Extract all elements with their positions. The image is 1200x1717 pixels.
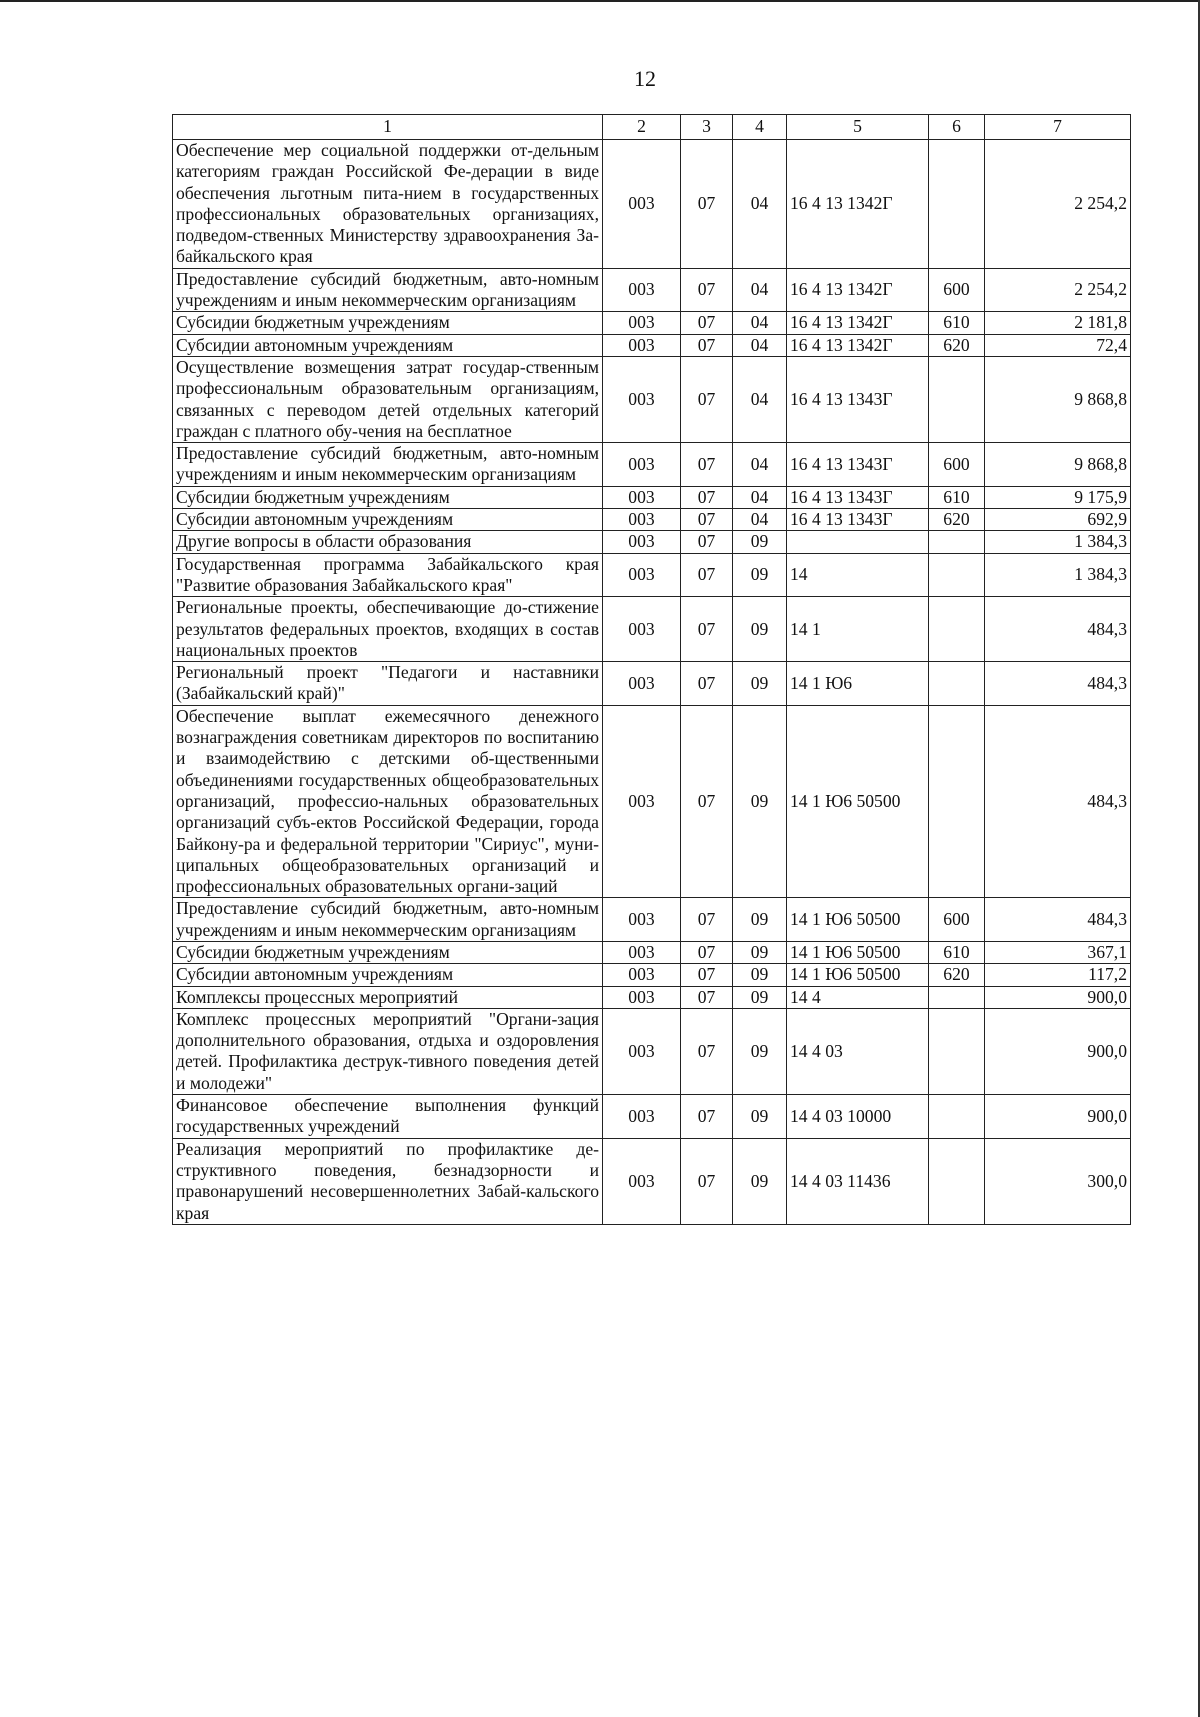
row-code-ministry: 003: [603, 941, 681, 963]
row-name: Предоставление субсидий бюджетным, авто-номным учреждениям и иным некоммерческим организациям: [173, 268, 603, 312]
row-code-ministry: 003: [603, 486, 681, 508]
row-code-section: 07: [681, 986, 733, 1008]
row-code-expense-type: 600: [929, 898, 985, 942]
header-row: [173, 115, 1131, 140]
row-code-target: 16 4 13 1342Г: [787, 140, 929, 269]
table-body: [173, 140, 1131, 1225]
row-code-ministry: 003: [603, 898, 681, 942]
row-amount: 1 384,3: [985, 531, 1131, 553]
table-row: [173, 1008, 1131, 1094]
row-code-section: 07: [681, 312, 733, 334]
scan-border-top: [0, 0, 1200, 2]
page-number: 12: [634, 66, 656, 91]
row-code-ministry: 003: [603, 531, 681, 553]
table-row: [173, 553, 1131, 597]
table-row: [173, 486, 1131, 508]
row-code-subsection: 09: [733, 964, 787, 986]
row-amount: 9 175,9: [985, 486, 1131, 508]
row-code-section: 07: [681, 705, 733, 898]
row-amount: 1 384,3: [985, 553, 1131, 597]
row-name: Региональные проекты, обеспечивающие до-стижение результатов федеральных проектов, входящих в состав национальных проектов: [173, 597, 603, 662]
row-code-ministry: 003: [603, 986, 681, 1008]
row-code-ministry: 003: [603, 356, 681, 442]
row-code-ministry: 003: [603, 140, 681, 269]
row-code-ministry: 003: [603, 509, 681, 531]
table-row: [173, 1138, 1131, 1224]
row-name: Другие вопросы в области образования: [173, 531, 603, 553]
row-code-section: 07: [681, 1095, 733, 1139]
row-amount: 2 254,2: [985, 140, 1131, 269]
row-code-section: 07: [681, 941, 733, 963]
row-amount: 9 868,8: [985, 356, 1131, 442]
row-code-section: 07: [681, 553, 733, 597]
row-amount: 484,3: [985, 662, 1131, 706]
row-code-section: 07: [681, 964, 733, 986]
row-code-ministry: 003: [603, 334, 681, 356]
table-row: [173, 964, 1131, 986]
row-code-target: 16 4 13 1342Г: [787, 312, 929, 334]
row-code-subsection: 04: [733, 356, 787, 442]
row-code-section: 07: [681, 443, 733, 487]
row-code-target: 14 4 03 10000: [787, 1095, 929, 1139]
row-amount: 2 254,2: [985, 268, 1131, 312]
row-amount: 300,0: [985, 1138, 1131, 1224]
column-header-1: 1: [173, 115, 603, 140]
row-code-ministry: 003: [603, 1095, 681, 1139]
row-code-section: 07: [681, 597, 733, 662]
row-code-subsection: 09: [733, 705, 787, 898]
row-code-target: 14 1 Ю6 50500: [787, 941, 929, 963]
table-row: [173, 312, 1131, 334]
row-code-subsection: 09: [733, 1138, 787, 1224]
row-amount: 900,0: [985, 986, 1131, 1008]
row-code-subsection: 04: [733, 268, 787, 312]
row-code-expense-type: 600: [929, 268, 985, 312]
row-amount: 367,1: [985, 941, 1131, 963]
row-code-ministry: 003: [603, 268, 681, 312]
row-code-section: 07: [681, 531, 733, 553]
row-name: Предоставление субсидий бюджетным, авто-номным учреждениям и иным некоммерческим организациям: [173, 443, 603, 487]
row-code-expense-type: 620: [929, 334, 985, 356]
row-amount: 2 181,8: [985, 312, 1131, 334]
row-code-subsection: 09: [733, 531, 787, 553]
row-code-target: 16 4 13 1342Г: [787, 268, 929, 312]
row-name: Государственная программа Забайкальского края "Развитие образования Забайкальского края": [173, 553, 603, 597]
row-code-ministry: 003: [603, 1008, 681, 1094]
row-code-section: 07: [681, 1138, 733, 1224]
row-code-expense-type: [929, 662, 985, 706]
row-code-target: 16 4 13 1343Г: [787, 486, 929, 508]
column-header-7: 7: [985, 115, 1131, 140]
column-header-5: 5: [787, 115, 929, 140]
row-code-target: 14 4 03: [787, 1008, 929, 1094]
row-amount: 900,0: [985, 1095, 1131, 1139]
row-name: Реализация мероприятий по профилактике де-структивного поведения, безнадзорности и правонарушений несовершеннолетних Забай-кальского края: [173, 1138, 603, 1224]
row-name: Предоставление субсидий бюджетным, авто-номным учреждениям и иным некоммерческим организациям: [173, 898, 603, 942]
row-code-expense-type: 610: [929, 941, 985, 963]
table-row: [173, 334, 1131, 356]
budget-table: [172, 114, 1131, 1225]
row-name: Комплекс процессных мероприятий "Органи-зация дополнительного образования, отдыха и оздоровления детей. Профилактика деструк-тивного поведения детей и молодежи": [173, 1008, 603, 1094]
row-code-target: 14 4 03 11436: [787, 1138, 929, 1224]
row-code-section: 07: [681, 1008, 733, 1094]
row-code-ministry: 003: [603, 443, 681, 487]
row-code-section: 07: [681, 662, 733, 706]
row-name: Обеспечение мер социальной поддержки от-дельным категориям граждан Российской Фе-дерации в виде обеспечения льготным пита-нием в государственных профессиональных образовательных организациях, подведом-ственных Министерству здравоохранения За-байкальского края: [173, 140, 603, 269]
row-name: Субсидии автономным учреждениям: [173, 964, 603, 986]
row-amount: 117,2: [985, 964, 1131, 986]
table-row: [173, 662, 1131, 706]
row-code-subsection: 09: [733, 986, 787, 1008]
table-row: [173, 356, 1131, 442]
row-name: Субсидии бюджетным учреждениям: [173, 486, 603, 508]
row-code-subsection: 09: [733, 597, 787, 662]
row-code-expense-type: 620: [929, 964, 985, 986]
column-header-6: 6: [929, 115, 985, 140]
row-code-subsection: 04: [733, 312, 787, 334]
row-code-target: 14 1 Ю6: [787, 662, 929, 706]
row-code-target: 14 1 Ю6 50500: [787, 705, 929, 898]
table-row: [173, 443, 1131, 487]
row-code-target: 14 4: [787, 986, 929, 1008]
row-code-expense-type: [929, 356, 985, 442]
row-code-expense-type: [929, 705, 985, 898]
row-code-target: 16 4 13 1343Г: [787, 356, 929, 442]
row-code-subsection: 09: [733, 1008, 787, 1094]
table-row: [173, 531, 1131, 553]
row-code-expense-type: [929, 1095, 985, 1139]
row-code-section: 07: [681, 140, 733, 269]
row-code-subsection: 04: [733, 334, 787, 356]
row-name: Субсидии автономным учреждениям: [173, 334, 603, 356]
row-code-section: 07: [681, 898, 733, 942]
table-row: [173, 597, 1131, 662]
row-code-expense-type: 610: [929, 312, 985, 334]
row-code-ministry: 003: [603, 662, 681, 706]
row-amount: 72,4: [985, 334, 1131, 356]
table-row: [173, 268, 1131, 312]
row-code-subsection: 04: [733, 486, 787, 508]
row-code-ministry: 003: [603, 964, 681, 986]
row-code-target: [787, 531, 929, 553]
row-code-subsection: 04: [733, 443, 787, 487]
table-row: [173, 941, 1131, 963]
row-name: Субсидии бюджетным учреждениям: [173, 941, 603, 963]
table-row: [173, 509, 1131, 531]
row-amount: 484,3: [985, 705, 1131, 898]
row-amount: 484,3: [985, 597, 1131, 662]
row-code-section: 07: [681, 268, 733, 312]
table-row: [173, 140, 1131, 269]
column-header-4: 4: [733, 115, 787, 140]
row-code-expense-type: [929, 553, 985, 597]
row-amount: 9 868,8: [985, 443, 1131, 487]
row-code-subsection: 04: [733, 509, 787, 531]
row-code-target: 14 1 Ю6 50500: [787, 898, 929, 942]
table-row: [173, 898, 1131, 942]
row-code-target: 14 1 Ю6 50500: [787, 964, 929, 986]
row-code-section: 07: [681, 486, 733, 508]
row-code-target: 16 4 13 1342Г: [787, 334, 929, 356]
row-code-expense-type: [929, 986, 985, 1008]
row-code-section: 07: [681, 334, 733, 356]
row-code-subsection: 09: [733, 1095, 787, 1139]
row-name: Региональный проект "Педагоги и наставники (Забайкальский край)": [173, 662, 603, 706]
row-code-subsection: 09: [733, 662, 787, 706]
table-row: [173, 986, 1131, 1008]
row-name: Субсидии бюджетным учреждениям: [173, 312, 603, 334]
row-code-expense-type: [929, 597, 985, 662]
row-code-section: 07: [681, 356, 733, 442]
row-amount: 692,9: [985, 509, 1131, 531]
row-amount: 484,3: [985, 898, 1131, 942]
row-name: Субсидии автономным учреждениям: [173, 509, 603, 531]
table-row: [173, 1095, 1131, 1139]
row-code-target: 14: [787, 553, 929, 597]
row-code-expense-type: [929, 531, 985, 553]
row-code-expense-type: 610: [929, 486, 985, 508]
row-code-ministry: 003: [603, 553, 681, 597]
row-code-section: 07: [681, 509, 733, 531]
row-code-target: 16 4 13 1343Г: [787, 443, 929, 487]
row-amount: 900,0: [985, 1008, 1131, 1094]
row-code-subsection: 09: [733, 941, 787, 963]
row-code-subsection: 09: [733, 898, 787, 942]
row-name: Осуществление возмещения затрат государ-ственным профессиональным образовательным организациям, связанных с переводом детей отдельных категорий граждан с платного обу-чения на бесплатное: [173, 356, 603, 442]
table-row: [173, 705, 1131, 898]
row-name: Обеспечение выплат ежемесячного денежного вознаграждения советникам директоров по воспитанию и взаимодействию с детскими об-щественными объединениями государственных общеобразовательных организаций, профессио-нальных образовательных организаций субъ-ектов Российской Федерации, города Байкону-ра и федеральной территории "Сириус", муни-ципальных общеобразовательных организаций и профессиональных образовательных органи-заций: [173, 705, 603, 898]
column-header-2: 2: [603, 115, 681, 140]
row-code-target: 16 4 13 1343Г: [787, 509, 929, 531]
row-code-subsection: 04: [733, 140, 787, 269]
row-code-expense-type: [929, 1008, 985, 1094]
row-name: Комплексы процессных мероприятий: [173, 986, 603, 1008]
row-code-ministry: 003: [603, 312, 681, 334]
row-code-ministry: 003: [603, 1138, 681, 1224]
row-code-ministry: 003: [603, 705, 681, 898]
row-code-ministry: 003: [603, 597, 681, 662]
row-code-expense-type: [929, 1138, 985, 1224]
column-header-3: 3: [681, 115, 733, 140]
row-name: Финансовое обеспечение выполнения функций государственных учреждений: [173, 1095, 603, 1139]
row-code-expense-type: 600: [929, 443, 985, 487]
row-code-expense-type: 620: [929, 509, 985, 531]
row-code-subsection: 09: [733, 553, 787, 597]
row-code-expense-type: [929, 140, 985, 269]
row-code-target: 14 1: [787, 597, 929, 662]
